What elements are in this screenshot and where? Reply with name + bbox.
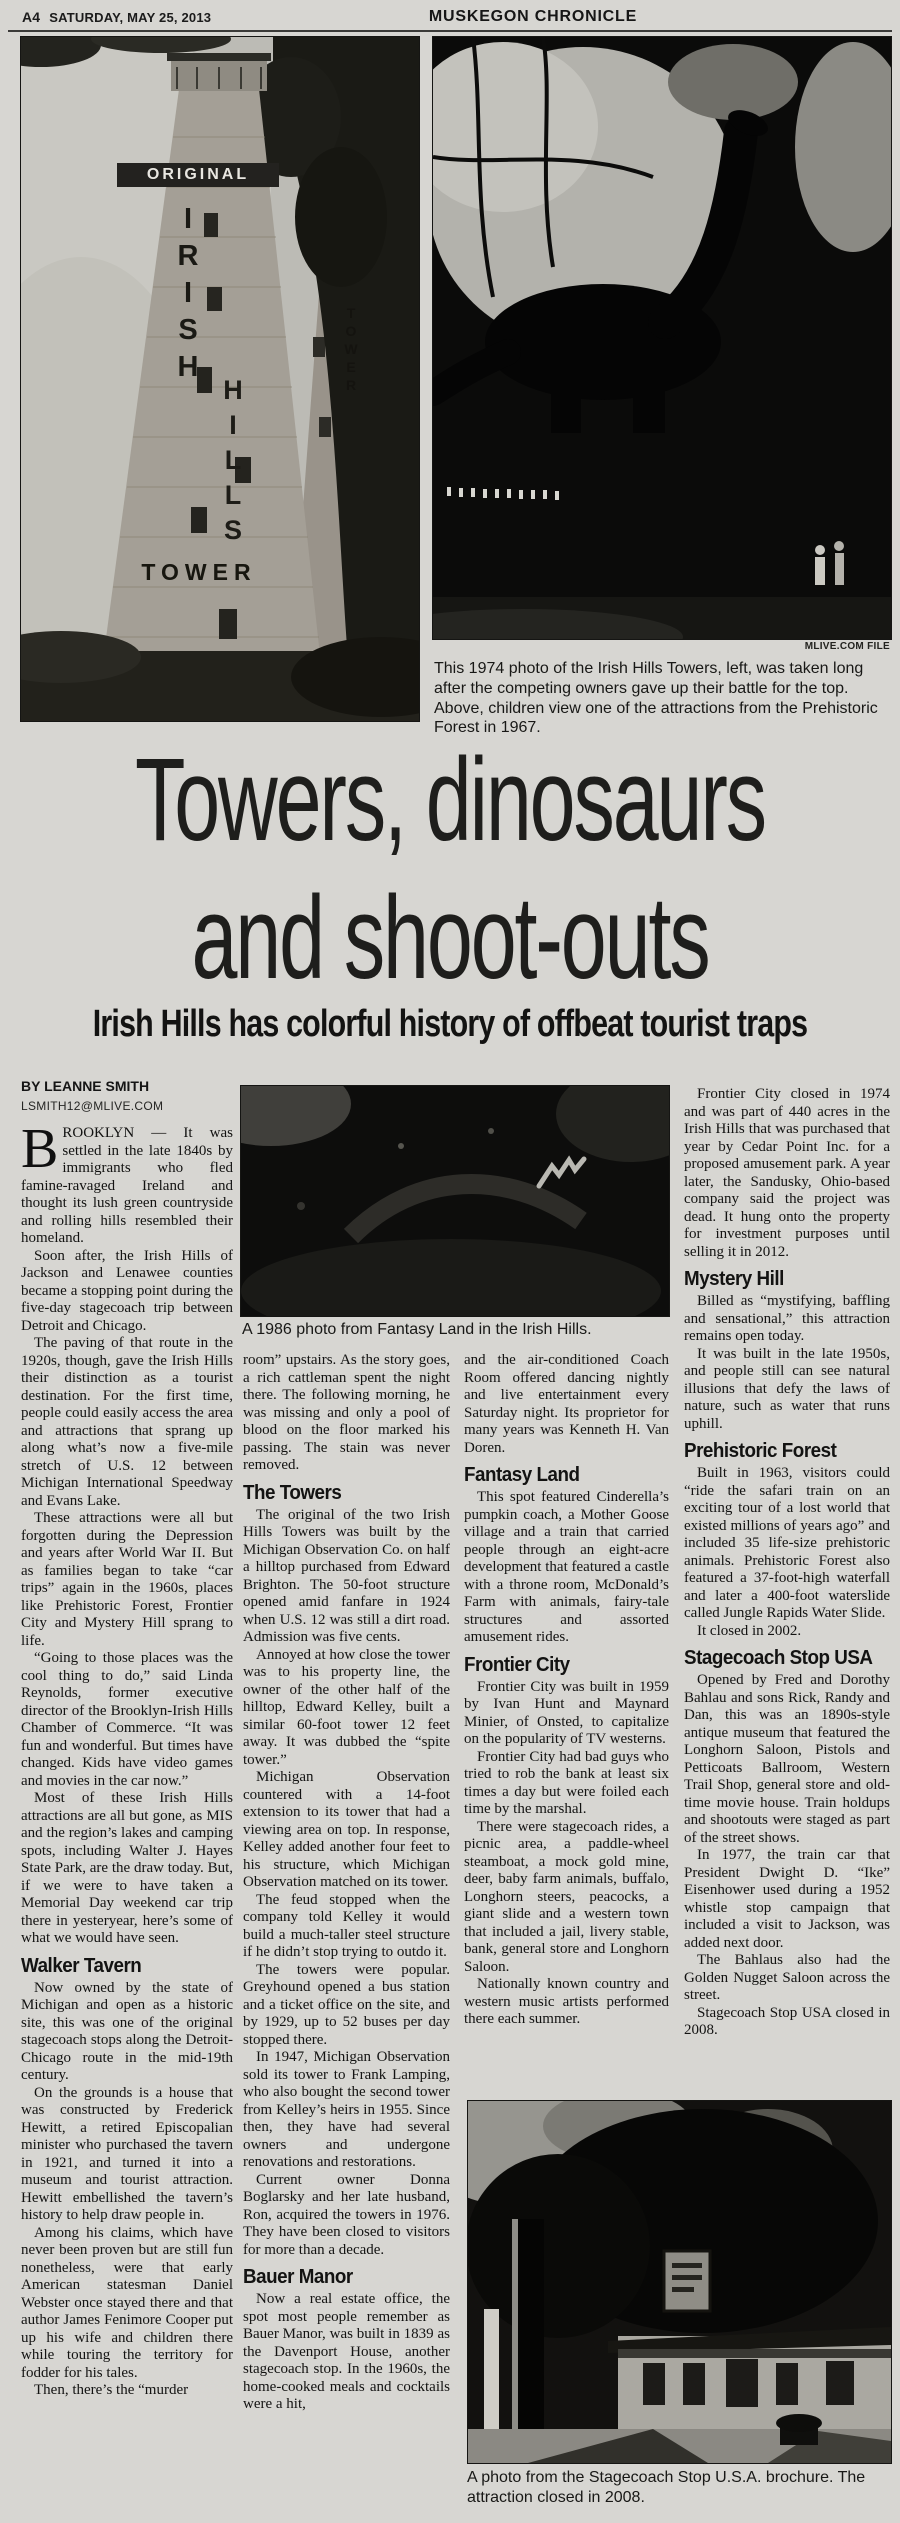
paragraph: The feud stopped when the company told Kelley it would build a much-taller steel structure if he didn’t stop trying to outdo it. bbox=[243, 1891, 450, 1960]
paragraph: Frontier City was built in 1959 by Ivan Hunt and Maynard Minier, of Onsted, to capitalize on the popularity of TV westerns. bbox=[464, 1678, 669, 1747]
stagecoach-stop-photo bbox=[467, 2100, 892, 2464]
paragraph: Now owned by the state of Michigan and open as a historic site, this was one of the original stagecoach stops along the Detroit-Chicago route in the mid-19th century. bbox=[21, 1979, 233, 2083]
paragraph: Soon after, the Irish Hills of Jackson and Lenawee counties became a stopping point during the five-day stagecoach trip between Detroit and Chicago. bbox=[21, 1247, 233, 1334]
dinosaur-photo-art bbox=[433, 37, 891, 639]
section-heading-prehistoric-forest: Prehistoric Forest bbox=[684, 1440, 837, 1462]
stagecoach-photo-art bbox=[468, 2101, 891, 2463]
drop-cap: B bbox=[21, 1118, 59, 1180]
section-heading-fantasy-land: Fantasy Land bbox=[464, 1464, 580, 1486]
paragraph: room” upstairs. As the story goes, a rich cattleman spent the night there. The following morning, he was missing and only a pool of blood on the floor marked his passing. The stain was never removed. bbox=[243, 1352, 450, 1473]
paragraph: Frontier City had bad guys who tried to rob the bank at least six times a day but were foiled each time by the marshal. bbox=[464, 1748, 669, 1817]
paragraph: BROOKLYN — It was settled in the late 1840s by immigrants who fled famine-ravaged Ireland and thought its lush green countryside and rolling hills resembled their homeland. bbox=[21, 1118, 233, 1246]
issue-date: SATURDAY, MAY 25, 2013 bbox=[49, 10, 212, 25]
paragraph: These attractions were all but forgotten during the Depression and years after World War II. But as families began to take “car trips” again in the 1960s, places like Prehistoric Forest, Frontier City and Mystery Hill sprang to life. bbox=[21, 1510, 233, 1649]
fantasy-land-photo bbox=[240, 1085, 670, 1317]
paragraph: Built in 1963, visitors could “ride the safari train on an exciting tour of a lost world that existed millions of years ago” and included 35 life-size prehistoric animals. Prehistoric Forest also featured a 37-foot-high waterfall and later a 400-foot waterslide called Jungle Rapids Water Slide. bbox=[684, 1465, 890, 1621]
top-photos-caption: This 1974 photo of the Irish Hills Towers, left, was taken long after the competing owners gave up their battle for the top. Above, children view one of the attractions from the Prehistoric Forest in 1967. bbox=[434, 660, 878, 737]
tower-sign-original: ORIGINAL bbox=[117, 163, 279, 187]
headline-line1: Towers, dinosaurs bbox=[135, 734, 765, 866]
page-number: A4 bbox=[22, 9, 41, 25]
paragraph: Stagecoach Stop USA closed in 2008. bbox=[684, 2004, 890, 2038]
paragraph: The Bahlaus also had the Golden Nugget Saloon across the street. bbox=[684, 1952, 890, 2003]
paragraph: It was built in the late 1950s, and people still can see natural illusions that defy the laws of nature, such as water that runs uphill. bbox=[684, 1345, 890, 1432]
paragraph: Billed as “mystifying, baffling and sensational,” this attraction remains open today. bbox=[684, 1293, 890, 1344]
section-heading-the-towers: The Towers bbox=[243, 1481, 342, 1504]
masthead: MUSKEGON CHRONICLE bbox=[428, 8, 638, 25]
byline-author: BY LEANNE SMITH bbox=[21, 1078, 150, 1094]
headline-line2: and shoot-outs bbox=[191, 872, 709, 1004]
paragraph: The paving of that route in the 1920s, though, gave the Irish Hills their distinction as a tourist destination. For the first time, people could easily access the area and attractions that sprang up along what’s now a five-mile stretch of U.S. 12 between Michigan International Speedway and Evans Lake. bbox=[21, 1335, 233, 1509]
paragraph: Then, there’s the “murder bbox=[34, 2382, 189, 2398]
article-column-1 bbox=[21, 1078, 233, 2515]
section-heading-frontier-city: Frontier City bbox=[464, 1653, 570, 1676]
paragraph: Now a real estate office, the spot most people remember as Bauer Manor, was built in 1839 as the Davenport House, another stagecoach stop. In the 1960s, the home-cooked meals and cocktails were a hit, bbox=[243, 2291, 450, 2412]
irish-hills-towers-photo bbox=[20, 36, 420, 722]
prehistoric-forest-photo bbox=[432, 36, 892, 640]
tower-sign-hills: HILLS bbox=[218, 375, 248, 550]
paragraph: “Going to those places was the cool thing to do,” said Linda Reynolds, former executive director of the Brooklyn-Irish Hills Chamber of Commerce. “It was fun and wonderful. But times have changed. Kids have video games and movies in the car now.” bbox=[21, 1650, 233, 1789]
paragraph: This spot featured Cinderella’s pumpkin coach, a Mother Goose village and a train that carried people through an eight-acre development that featured a castle with a throne room, McDonald’s Farm with animals, fairy-tale structures and assorted amusement rides. bbox=[464, 1489, 669, 1645]
paragraph: It closed in 2002. bbox=[697, 1622, 802, 1639]
fantasy-photo-art bbox=[241, 1086, 669, 1316]
article-column-3 bbox=[464, 1352, 669, 2096]
tower-sign-irish: IRISH bbox=[172, 203, 204, 388]
paragraph: Michigan Observation countered with a 14-foot extension to its tower that had a viewing area on top. In response, Kelley added another four feet to his structure, which Michigan Observation matched on its tower. bbox=[243, 1769, 450, 1890]
paragraph: Most of these Irish Hills attractions are all but gone, as MIS and the region’s lakes and camping spots, including Walter J. Hayes State Park, are the draw today. But, if we were to have taken a Memorial Day weekend car trip there in yesteryear, here’s some of what we would have seen. bbox=[21, 1790, 233, 1946]
subheadline: Irish Hills has colorful history of offbeat tourist traps bbox=[92, 1003, 808, 1045]
stagecoach-photo-caption: A photo from the Stagecoach Stop U.S.A. brochure. The attraction closed in 2008. bbox=[467, 2469, 866, 2506]
second-tower-sign: TOWER bbox=[343, 305, 359, 395]
section-heading-stagecoach-stop-usa: Stagecoach Stop USA bbox=[684, 1647, 873, 1669]
paragraph: In 1947, Michigan Observation sold its tower to Frank Lamping, who also bought the second tower from Kelley’s heirs in 1955. Since then, they have had several owners and undergone renovations and restorations. bbox=[243, 2049, 450, 2170]
tower-sign-tower: TOWER bbox=[141, 559, 257, 585]
paragraph: On the grounds is a house that was constructed by Frederick Hewitt, a retired Episcopalian minister who purchased the tavern in 1921, and turned it into a museum and tourist attraction. Hewitt embellished the tavern’s history to help draw people in. bbox=[21, 2084, 233, 2223]
paragraph: Nationally known country and western music artists performed there each summer. bbox=[464, 1976, 669, 2027]
paragraph: The original of the two Irish Hills Towers was built by the Michigan Observation Co. on half a hilltop purchased from Edward Brighton. The 50-foot structure opened amid fanfare in 1924 when U.S. 12 was still a dirt road. Admission was five cents. bbox=[243, 1506, 450, 1645]
paragraph: and the air-conditioned Coach Room offered dancing nightly and live entertainment every Saturday night. Its proprietor for many years was Kenneth H. Van Doren. bbox=[464, 1352, 669, 1456]
section-heading-walker-tavern: Walker Tavern bbox=[21, 1954, 142, 1977]
paragraph: Frontier City closed in 1974 and was part of 440 acres in the Irish Hills that was purchased that year by Cedar Point Inc. for a proposed amusement park. A year later, the Sandusky, Ohio-based company said the project was dead. It hung onto the property for investment purposes until selling it in 2012. bbox=[684, 1086, 890, 1260]
article-column-4 bbox=[684, 1086, 890, 2096]
section-heading-bauer-manor: Bauer Manor bbox=[243, 2266, 353, 2288]
byline bbox=[21, 1078, 233, 1115]
paragraph: There were stagecoach rides, a picnic area, a paddle-wheel steamboat, a mock gold mine, deer, baby farm animals, buffalo, Longhorn steers, peacocks, a giant slide and a western town that included a jail, livery stable, bank, general store and Longhorn Saloon. bbox=[464, 1818, 669, 1975]
paragraph: Current owner Donna Boglarsky and her late husband, Ron, acquired the towers in 1976. They have been closed to visitors for more than a decade. bbox=[243, 2171, 450, 2258]
paragraph: In 1977, the train car that President Dwight D. “Ike” Eisenhower used during a 1952 whistle stop campaign that included a visit to Jackson, was added next door. bbox=[684, 1847, 890, 1951]
paragraph: Annoyed at how close the tower was to his property line, the owner of the other half of the hilltop, Edward Kelley, built a similar 60-foot tower 12 feet away. It was dubbed the “spite tower.” bbox=[243, 1646, 450, 1768]
byline-email: LSMITH12@MLIVE.COM bbox=[21, 1098, 164, 1113]
header-rule bbox=[8, 30, 892, 32]
paragraph: Opened by Fred and Dorothy Bahlau and sons Rick, Randy and Dan, this was an 1890s-style antique museum that featured the Longhorn Saloon, Pistols and Petticoats Ballroom, Western Trail Shop, general store and old-time movie house. Train holdups and shootouts were staged as part of the street shows. bbox=[684, 1672, 890, 1846]
paragraph: The towers were popular. Greyhound opened a bus station and a ticket office on the site, and by 1929, up to 52 buses per day stopped there. bbox=[243, 1961, 450, 2048]
fantasy-photo-caption: A 1986 photo from Fantasy Land in the Irish Hills. bbox=[242, 1321, 592, 1338]
section-heading-mystery-hill: Mystery Hill bbox=[684, 1268, 784, 1290]
photo-credit: MLIVE.COM FILE bbox=[804, 641, 890, 652]
article-column-2 bbox=[243, 1352, 450, 2515]
paragraph: Among his claims, which have never been proven but are still fun nonetheless, were that early American statesman Daniel Webster once stayed there and that author James Fenimore Cooper put up his wife and children there while touring the territory for fodder for his tales. bbox=[21, 2224, 233, 2381]
